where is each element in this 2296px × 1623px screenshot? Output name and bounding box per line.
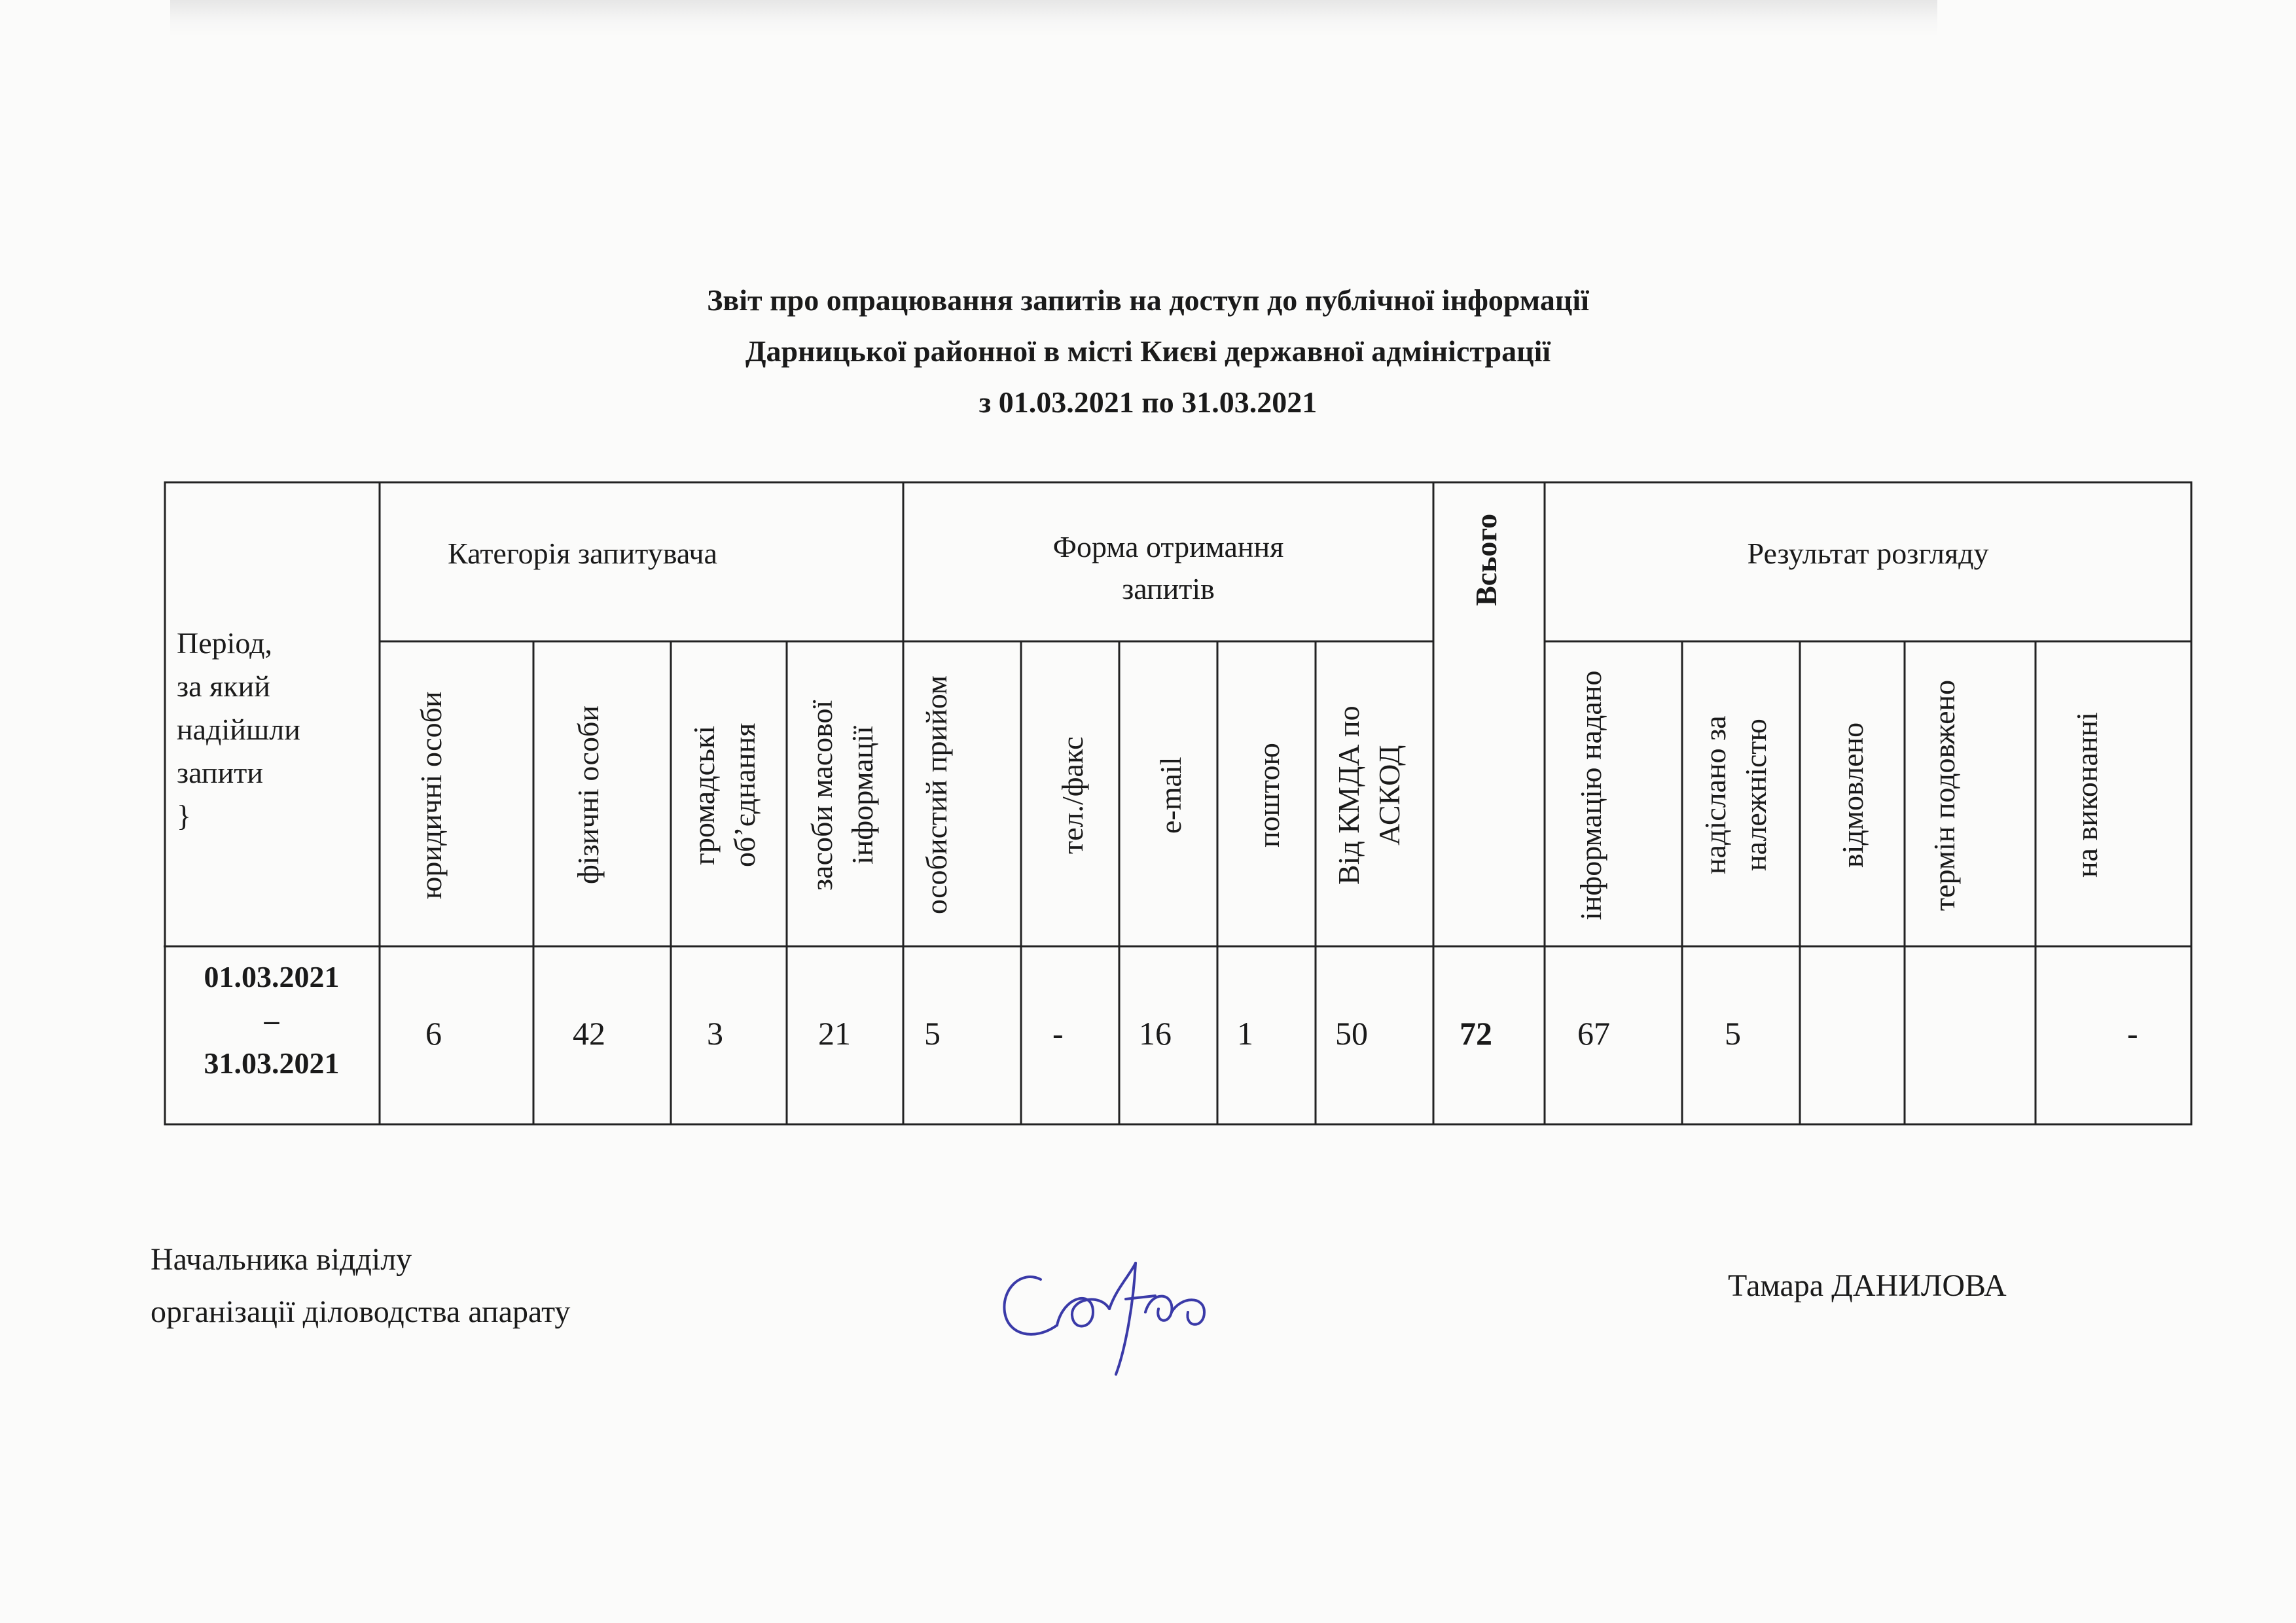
- period-header-line-4: запити: [177, 756, 263, 789]
- val-associations: 3: [707, 1015, 723, 1052]
- col-legal: юридичні особи: [414, 691, 448, 899]
- signatory-name: Тамара ДАНИЛОВА: [1728, 1268, 2007, 1303]
- signatory-position-line-2: організації діловодства апарату: [151, 1294, 571, 1329]
- col-media: засоби масової інформації: [805, 700, 879, 891]
- col-associations: громадські об’єднання: [687, 722, 761, 868]
- result-group-header: [1545, 520, 2191, 599]
- col-mail: поштою: [1252, 743, 1285, 847]
- result-group-label: Результат розгляду: [1747, 537, 1989, 570]
- report-table: [164, 481, 2193, 1126]
- title-line-1: Звіт про опрацювання запитів на доступ до публічної інформації: [707, 283, 1589, 317]
- report-title: [0, 275, 2296, 428]
- row-period-end: 31.03.2021: [204, 1046, 340, 1080]
- form-group-label-line-2: запитів: [1122, 572, 1215, 605]
- val-media: 21: [818, 1015, 851, 1052]
- val-legal: 6: [425, 1015, 442, 1052]
- row-period-dash: –: [264, 1003, 279, 1037]
- val-in-person: 5: [924, 1015, 941, 1052]
- title-line-3: з 01.03.2021 по 31.03.2021: [978, 385, 1318, 419]
- period-header-line-1: Період,: [177, 626, 272, 660]
- col-forwarded: надіслано за належністю: [1698, 715, 1772, 875]
- col-from-kmda: Від КМДА по АСКОД: [1332, 705, 1406, 885]
- val-from-kmda: 50: [1335, 1015, 1368, 1052]
- row-period-start: 01.03.2021: [204, 960, 340, 993]
- title-line-2: Дарницької районної в місті Києві державної адміністрації: [745, 334, 1551, 368]
- val-mail: 1: [1237, 1015, 1253, 1052]
- val-email: 16: [1139, 1015, 1172, 1052]
- val-provided: 67: [1577, 1015, 1610, 1052]
- col-refused: відмовлено: [1836, 722, 1869, 868]
- period-header: Період, за який надійшли запити }: [177, 622, 373, 838]
- form-group-header: [903, 527, 1433, 618]
- period-header-line-2: за який: [177, 669, 270, 703]
- scan-edge-shadow: [170, 0, 1937, 37]
- col-in-person: особистий прийом: [920, 675, 953, 915]
- category-group-label: Категорія запитувача: [448, 537, 717, 570]
- val-total: 72: [1460, 1015, 1492, 1052]
- val-forwarded: 5: [1725, 1015, 1741, 1052]
- category-group-header: [380, 520, 903, 599]
- col-provided: інформацію надано: [1574, 670, 1607, 920]
- signatory-position: [151, 1234, 570, 1338]
- row-period: [164, 955, 380, 1085]
- form-group-label-line-1: Форма отримання: [1052, 530, 1284, 563]
- signatory-position-line-1: Начальника відділу: [151, 1242, 412, 1277]
- col-phone-fax: тел./факс: [1056, 736, 1089, 854]
- col-individuals: фізичні особи: [571, 705, 605, 885]
- val-phone-fax: -: [1052, 1015, 1064, 1052]
- period-header-line-3: надійшли: [177, 713, 300, 746]
- handwritten-signature: [995, 1250, 1244, 1387]
- total-header: Всього: [1469, 513, 1503, 606]
- col-extended: термін подовжено: [1928, 679, 1961, 911]
- col-in-progress: на виконанні: [2070, 712, 2104, 878]
- val-individuals: 42: [573, 1015, 605, 1052]
- val-in-progress: -: [2127, 1015, 2138, 1052]
- col-email: e-mail: [1154, 757, 1187, 834]
